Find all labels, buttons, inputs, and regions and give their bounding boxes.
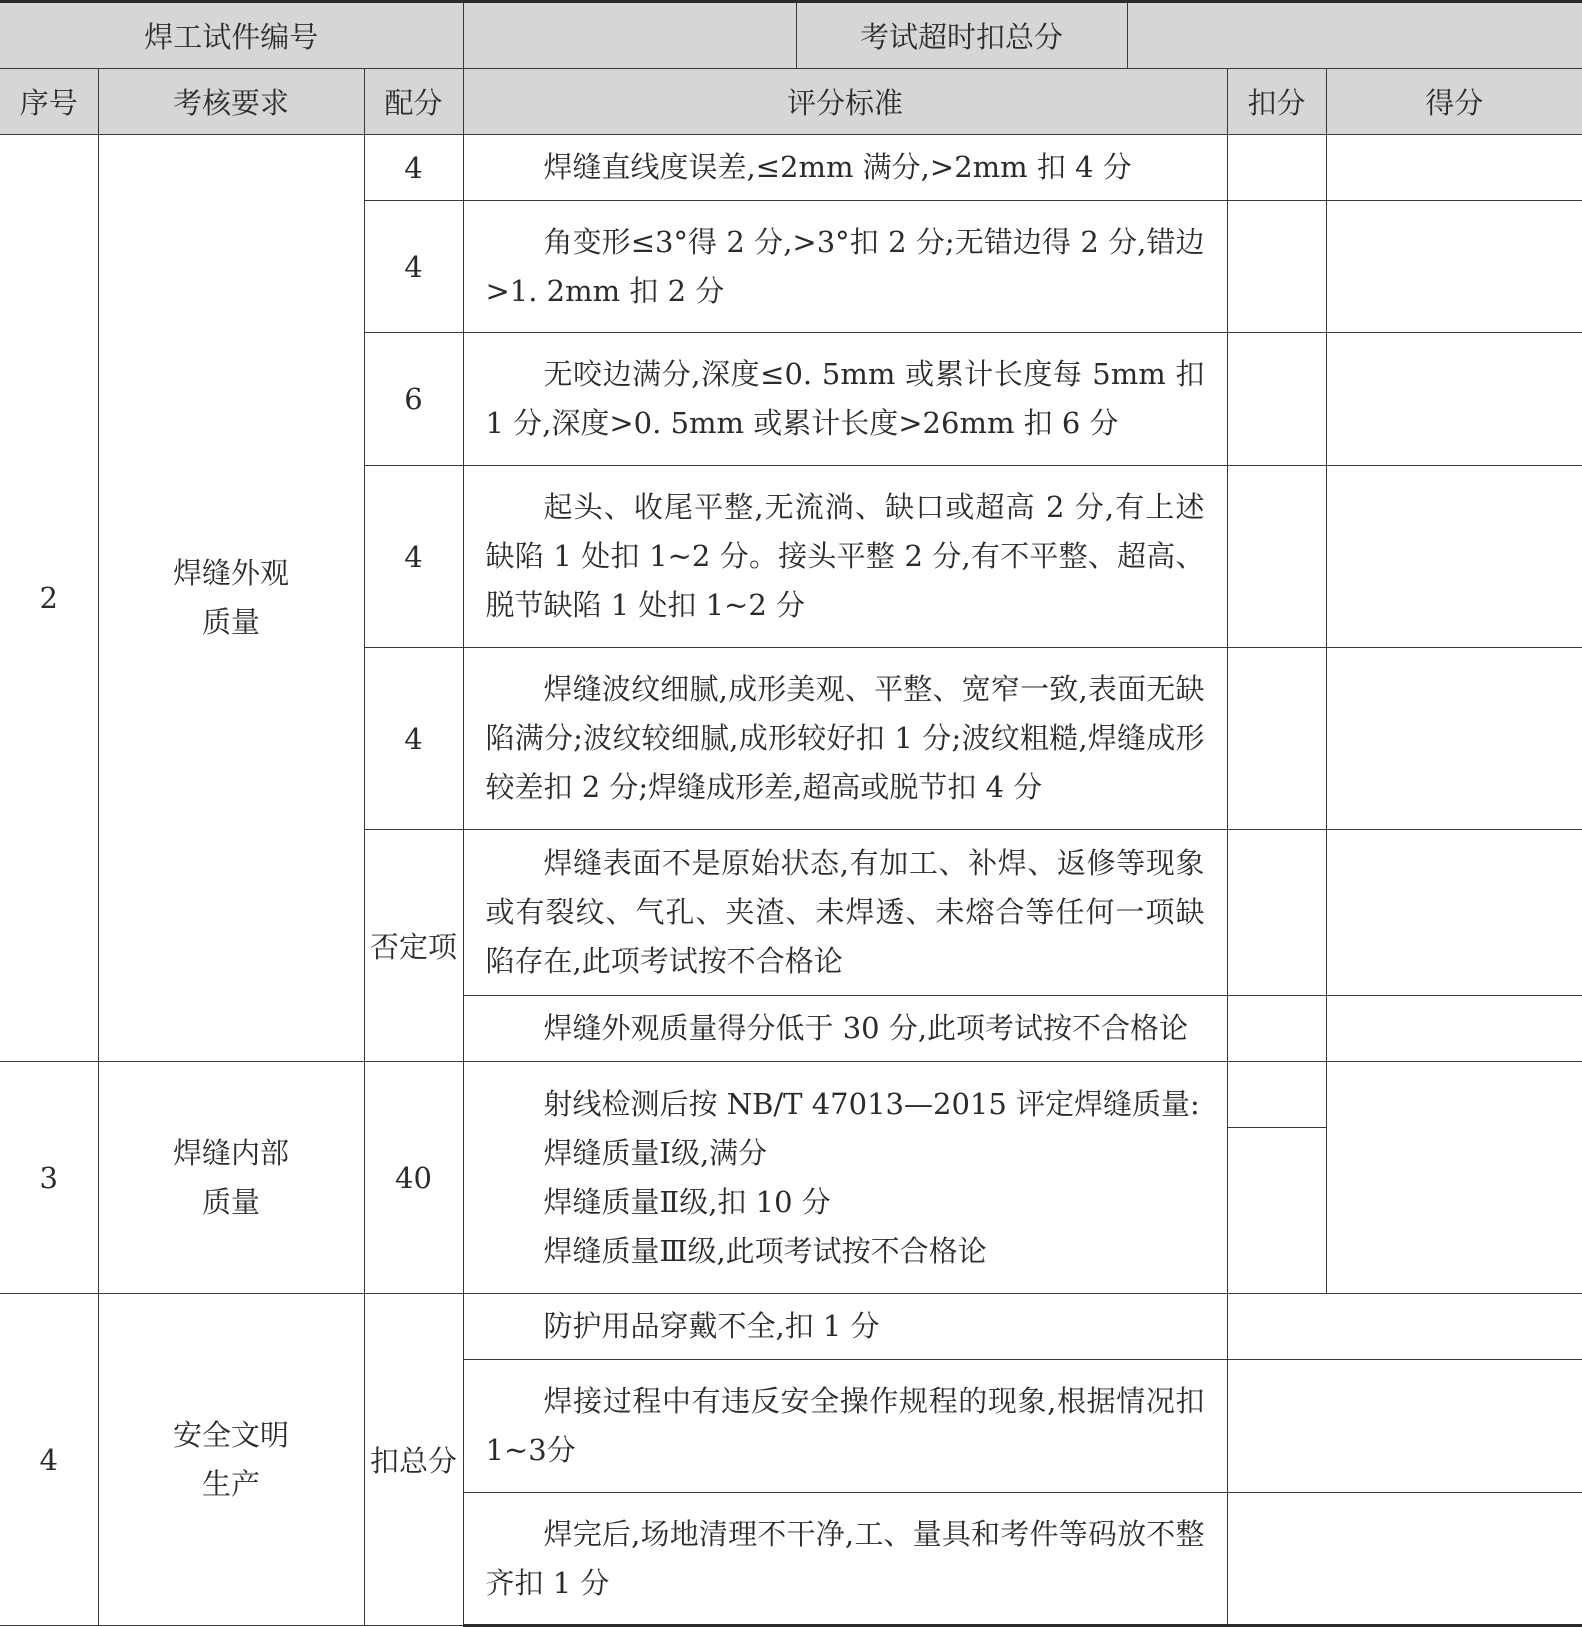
deduct-cell[interactable] [1227, 333, 1326, 466]
deduct-cell[interactable] [1227, 996, 1326, 1062]
score-cell[interactable] [1326, 648, 1582, 830]
seq-cell: 3 [0, 1062, 98, 1294]
criteria-cell [463, 830, 1227, 996]
seq-cell: 4 [0, 1294, 98, 1626]
criteria-text: 焊缝外观质量得分低于 30 分,此项考试按不合格论 [543, 1011, 1189, 1045]
criteria-text: 焊缝直线度误差,≤2mm 满分,>2mm 扣 4 分 [543, 150, 1132, 184]
timeout-value [1127, 2, 1582, 69]
column-header-row [0, 69, 1582, 135]
score-cell[interactable] [1326, 996, 1582, 1062]
deduct-cell[interactable] [1227, 1493, 1582, 1626]
requirement-line: 焊缝内部 [172, 1135, 289, 1170]
criteria-line: 焊缝质量Ⅱ级,扣 10 分 [543, 1184, 831, 1219]
points-cell: 扣总分 [364, 1294, 463, 1626]
table-row [0, 135, 1582, 201]
score-cell[interactable] [1326, 135, 1582, 201]
seq-cell: 2 [0, 135, 98, 1062]
deduct-cell[interactable] [1227, 466, 1326, 648]
criteria-text: 防护用品穿戴不全,扣 1 分 [543, 1309, 880, 1343]
deduct-cell[interactable] [1227, 1062, 1326, 1128]
deduct-cell[interactable] [1227, 1128, 1326, 1294]
criteria-line: 焊缝质量Ⅲ级,此项考试按不合格论 [543, 1233, 987, 1268]
criteria-cell [463, 1493, 1227, 1626]
criteria-text: 起头、收尾平整,无流淌、缺口或超高 2 分,有上述缺陷 1 处扣 1~2 分。接头平整 2 分,有不平整、超高、脱节缺陷 1 处扣 1~2 分 [485, 490, 1205, 622]
criteria-text: 焊缝波纹细腻,成形美观、平整、宽窄一致,表面无缺陷满分;波纹较细腻,成形较好扣 1 分;波纹粗糙,焊缝成形较差扣 2 分;焊缝成形差,超高或脱节扣 4 分 [485, 672, 1205, 804]
col-deduct: 扣分 [1227, 69, 1326, 135]
deduct-cell[interactable] [1227, 135, 1326, 201]
col-requirement: 考核要求 [98, 69, 364, 135]
score-cell[interactable] [1326, 1062, 1582, 1294]
col-points: 配分 [364, 69, 463, 135]
deduct-cell[interactable] [1227, 648, 1326, 830]
points-cell: 40 [364, 1062, 463, 1294]
workpiece-no-label: 焊工试件编号 [0, 2, 463, 69]
requirement-cell [98, 135, 364, 1062]
score-cell[interactable] [1326, 830, 1582, 996]
score-cell[interactable] [1326, 201, 1582, 333]
score-cell[interactable] [1326, 466, 1582, 648]
criteria-cell [463, 1062, 1227, 1294]
criteria-cell [463, 648, 1227, 830]
points-cell: 4 [364, 201, 463, 333]
criteria-text: 无咬边满分,深度≤0. 5mm 或累计长度每 5mm 扣 1 分,深度>0. 5mm 或累计长度>26mm 扣 6 分 [485, 357, 1205, 440]
points-cell: 4 [364, 648, 463, 830]
criteria-cell [463, 466, 1227, 648]
criteria-cell [463, 1360, 1227, 1493]
criteria-cell [463, 1294, 1227, 1360]
criteria-cell [463, 996, 1227, 1062]
requirement-line: 质量 [201, 605, 260, 639]
col-criteria: 评分标准 [463, 69, 1227, 135]
requirement-line: 质量 [201, 1184, 260, 1219]
requirement-line: 生产 [201, 1466, 260, 1501]
workpiece-no-value [463, 2, 796, 69]
deduct-cell[interactable] [1227, 201, 1326, 333]
requirement-cell [98, 1062, 364, 1294]
criteria-text: 角变形≤3°得 2 分,>3°扣 2 分;无错边得 2 分,错边>1. 2mm 扣 2 分 [485, 224, 1205, 308]
deduct-cell[interactable] [1227, 1294, 1582, 1360]
table-row [0, 1062, 1582, 1128]
criteria-line: 焊缝质量Ⅰ级,满分 [543, 1135, 768, 1170]
criteria-cell [463, 333, 1227, 466]
criteria-text: 焊缝表面不是原始状态,有加工、补焊、返修等现象或有裂纹、气孔、夹渣、未焊透、未熔合等任何一项缺陷存在,此项考试按不合格论 [485, 846, 1205, 978]
score-cell[interactable] [1326, 333, 1582, 466]
points-cell: 4 [364, 135, 463, 201]
requirement-cell [98, 1294, 364, 1626]
col-seq: 序号 [0, 69, 98, 135]
points-cell: 6 [364, 333, 463, 466]
col-score: 得分 [1326, 69, 1582, 135]
header-row [0, 2, 1582, 69]
timeout-label: 考试超时扣总分 [796, 2, 1127, 69]
criteria-text: 焊完后,场地清理不干净,工、量具和考件等码放不整齐扣 1 分 [485, 1516, 1205, 1600]
criteria-text: 焊接过程中有违反安全操作规程的现象,根据情况扣1~3分 [485, 1384, 1205, 1467]
deduct-cell[interactable] [1227, 830, 1326, 996]
requirement-line: 焊缝外观 [172, 556, 289, 590]
deduct-cell[interactable] [1227, 1360, 1582, 1493]
criteria-line: 射线检测后按 NB/T 47013—2015 评定焊缝质量: [543, 1086, 1200, 1121]
criteria-cell [463, 135, 1227, 201]
criteria-cell [463, 201, 1227, 333]
points-cell: 4 [364, 466, 463, 648]
requirement-line: 安全文明 [172, 1417, 289, 1452]
points-cell: 否定项 [364, 830, 463, 1062]
table-row [0, 1294, 1582, 1360]
